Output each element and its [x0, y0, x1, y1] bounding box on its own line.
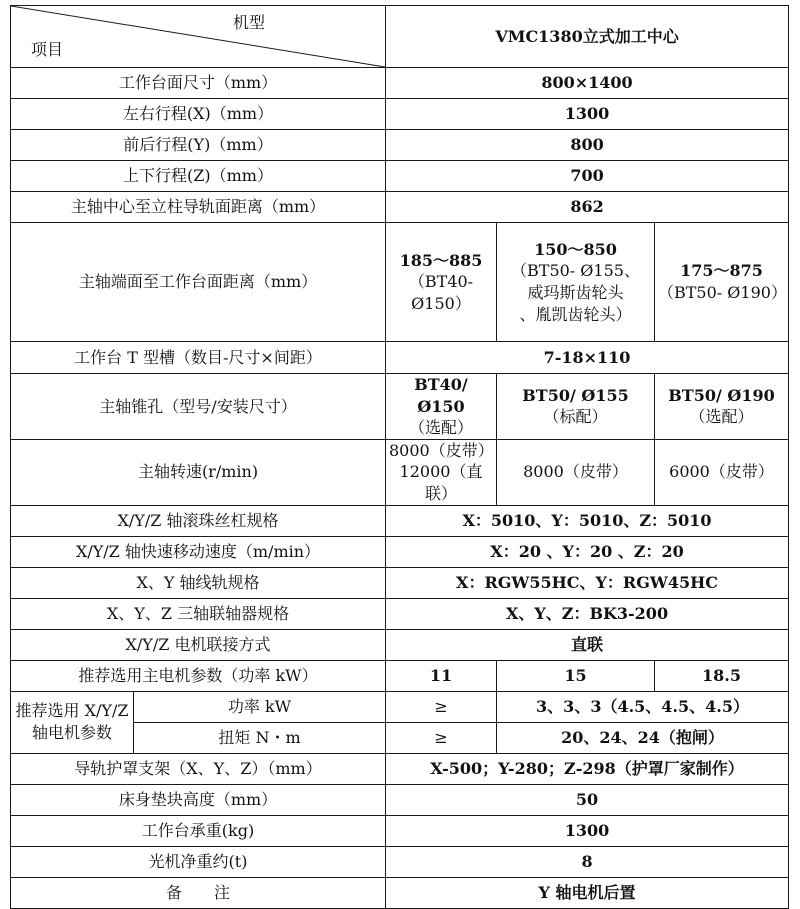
taper-bt50-155-cell	[497, 374, 655, 440]
row-value: 1300	[386, 815, 789, 846]
table-row	[11, 598, 789, 629]
row-label: X、Y、Z 三轴联轴器规格	[11, 598, 386, 629]
axis-motor-label: 推荐选用 X/Y/Z 轴电机参数	[11, 691, 134, 753]
table-row	[11, 660, 789, 691]
row-label: 主轴锥孔（型号/安装尺寸）	[11, 374, 386, 440]
torque-sublabel: 扭矩 N・m	[134, 722, 386, 753]
main-motor-value: 18.5	[655, 660, 789, 691]
row-value: X：RGW55HC、Y：RGW45HC	[386, 567, 789, 598]
row-value: 8	[386, 846, 789, 877]
table-row	[11, 567, 789, 598]
row-value: Y 轴电机后置	[386, 877, 789, 908]
main-motor-value: 11	[386, 660, 497, 691]
torque-operator: ≥	[386, 722, 497, 753]
row-label: 工作台面尺寸（mm）	[11, 68, 386, 99]
table-row	[11, 536, 789, 567]
table-row	[11, 99, 789, 130]
table-row	[11, 784, 789, 815]
table-row	[11, 439, 789, 505]
taper-bt50-190-cell	[655, 374, 789, 440]
row-label: X、Y 轴线轨规格	[11, 567, 386, 598]
table-row	[11, 130, 789, 161]
diagonal-line	[11, 6, 385, 67]
main-motor-value: 15	[497, 660, 655, 691]
table-row	[11, 223, 789, 342]
cell-model: BT40/ Ø150	[414, 375, 468, 416]
cell-range: 150～850	[534, 239, 617, 259]
row-label: X/Y/Z 电机联接方式	[11, 629, 386, 660]
row-label: 床身垫块高度（mm）	[11, 784, 386, 815]
item-header-label: 项目	[31, 40, 64, 60]
speed-bt50-190-cell: 6000（皮带）	[655, 439, 789, 505]
speed-bt50-155-cell: 8000（皮带）	[497, 439, 655, 505]
table-row	[11, 192, 789, 223]
cell-model: BT50/ Ø190	[668, 385, 775, 405]
row-value: X-500；Y-280；Z-298（护罩厂家制作）	[386, 753, 789, 784]
model-header-label: 机型	[232, 13, 265, 32]
row-label: 前后行程(Y)（mm）	[11, 130, 386, 161]
row-value: 800	[386, 130, 789, 161]
diagonal-header-cell	[11, 6, 386, 68]
row-value: X：20 、Y：20 、Z：20	[386, 536, 789, 567]
header-row	[11, 6, 789, 68]
row-label: 工作台 T 型槽（数目-尺寸×间距）	[11, 342, 386, 374]
row-label: 主轴中心至立柱导轨面距离（mm）	[11, 192, 386, 223]
row-label: X/Y/Z 轴快速移动速度（m/min）	[11, 536, 386, 567]
spindle-nose-bt50-190-cell	[655, 223, 789, 342]
table-row	[11, 68, 789, 99]
torque-value: 20、24、24（抱闸）	[497, 722, 789, 753]
cell-range: 185～885	[399, 250, 483, 270]
table-row	[11, 629, 789, 660]
cell-value: 12000（直联）	[399, 462, 483, 503]
power-sublabel: 功率 kW	[134, 691, 386, 722]
table-row	[11, 877, 789, 908]
row-label: X/Y/Z 轴滚珠丝杠规格	[11, 505, 386, 536]
cell-note: （BT40-Ø150）	[408, 272, 474, 313]
row-value: 7-18×110	[386, 342, 789, 374]
cell-note: （选配）	[408, 418, 473, 438]
table-row	[11, 753, 789, 784]
power-operator: ≥	[386, 691, 497, 722]
cell-range: 175～875	[680, 261, 763, 281]
row-label: 备 注	[11, 877, 386, 908]
cell-note: （BT50- Ø190）	[658, 283, 787, 302]
row-value: 直联	[386, 629, 789, 660]
cell-note: （选配）	[689, 407, 754, 427]
spec-table	[10, 5, 789, 909]
table-row	[11, 342, 789, 374]
cell-note: 、胤凯齿轮头）	[519, 304, 632, 324]
row-value: 800×1400	[386, 68, 789, 99]
cell-model: BT50/ Ø155	[522, 385, 629, 405]
row-value: X：5010、Y：5010、Z：5010	[386, 505, 789, 536]
row-label: 左右行程(X)（mm）	[11, 99, 386, 130]
speed-bt40-cell	[386, 439, 497, 505]
table-row	[11, 691, 789, 722]
row-label: 光机净重约(t)	[11, 846, 386, 877]
row-label: 工作台承重(kg)	[11, 815, 386, 846]
table-row	[11, 161, 789, 192]
table-row	[11, 374, 789, 440]
cell-note: （标配）	[543, 407, 608, 427]
table-row	[11, 505, 789, 536]
spindle-nose-bt50-155-cell	[497, 223, 655, 342]
row-label: 主轴端面至工作台面距离（mm）	[11, 223, 386, 342]
row-value: X、Y、Z：BK3-200	[386, 598, 789, 629]
power-value: 3、3、3（4.5、4.5、4.5）	[497, 691, 789, 722]
row-label: 推荐选用主电机参数（功率 kW）	[11, 660, 386, 691]
spindle-nose-bt40-cell	[386, 223, 497, 342]
cell-note: 威玛斯齿轮头	[527, 283, 624, 302]
table-row	[11, 815, 789, 846]
row-label: 上下行程(Z)（mm）	[11, 161, 386, 192]
cell-value: 8000（皮带）	[389, 440, 494, 460]
taper-bt40-cell	[386, 374, 497, 440]
table-row	[11, 846, 789, 877]
row-label: 主轴转速(r/min)	[11, 439, 386, 505]
row-value: 1300	[386, 99, 789, 130]
row-value: 862	[386, 192, 789, 223]
page-title: VMC1380立式加工中心	[386, 6, 789, 68]
cell-note: （BT50- Ø155、	[511, 261, 640, 281]
row-label: 导轨护罩支架（X、Y、Z）（mm）	[11, 753, 386, 784]
row-value: 700	[386, 161, 789, 192]
row-value: 50	[386, 784, 789, 815]
